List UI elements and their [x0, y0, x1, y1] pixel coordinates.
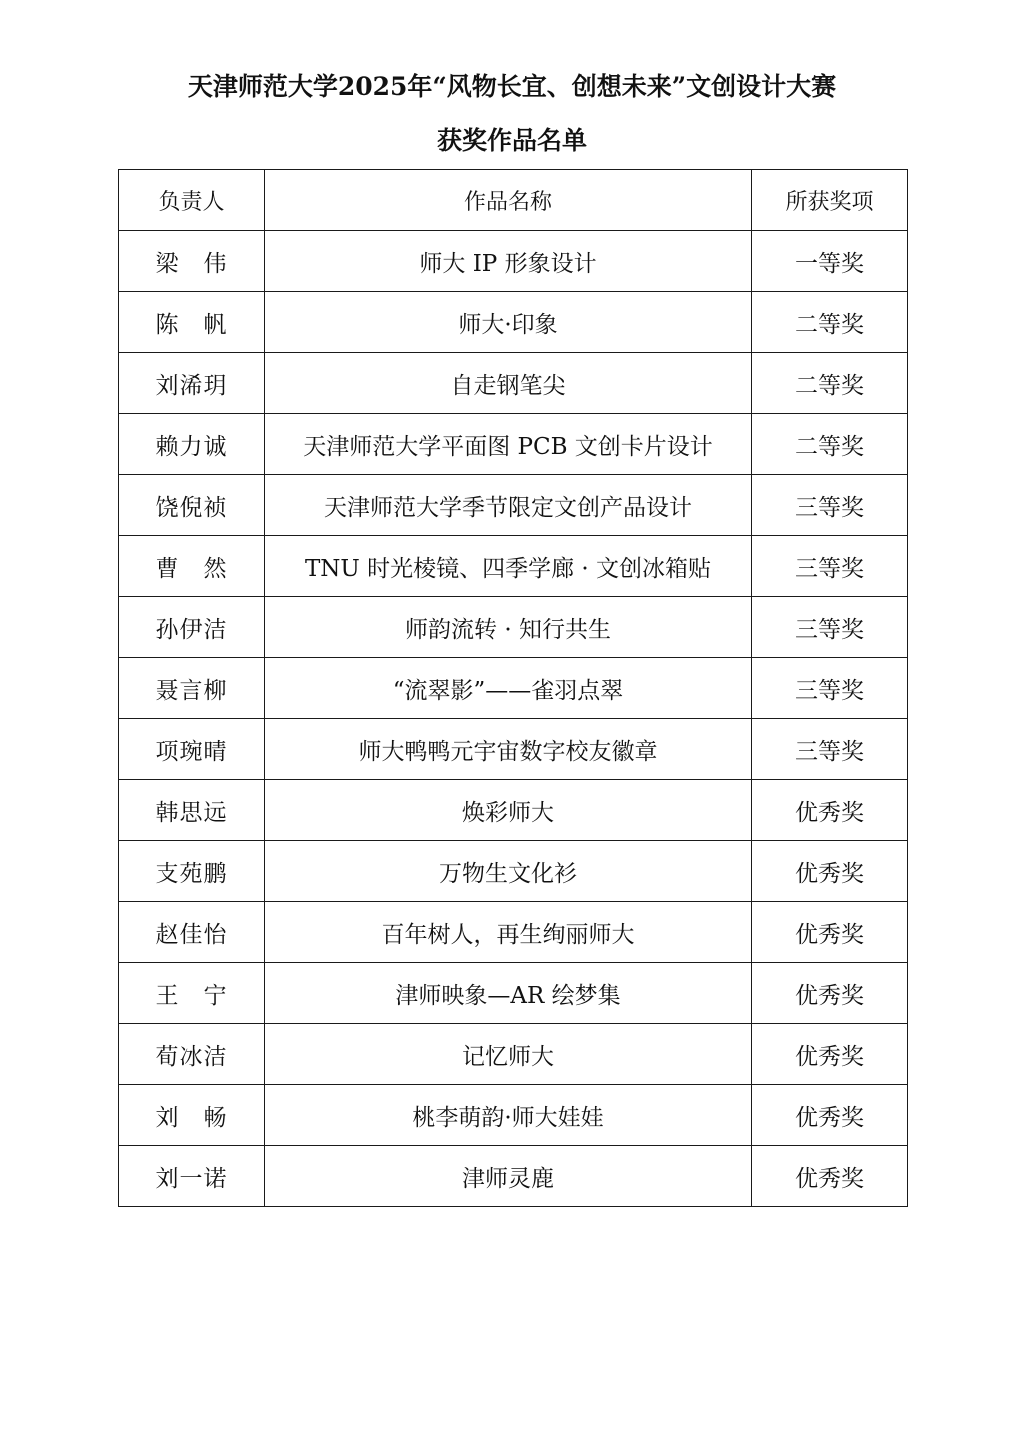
- leader-cell: 聂言柳: [119, 658, 265, 719]
- table-row: [119, 1024, 908, 1085]
- table-row: [119, 292, 908, 353]
- table-row: [119, 414, 908, 475]
- work-title-cell: “流翠影”——雀羽点翠: [265, 658, 752, 719]
- award-cell: 二等奖: [752, 353, 908, 414]
- work-title-cell: 津师灵鹿: [265, 1146, 752, 1207]
- work-title-cell: 师大鸭鸭元宇宙数字校友徽章: [265, 719, 752, 780]
- leader-cell: 饶倪祯: [119, 475, 265, 536]
- table-row: [119, 658, 908, 719]
- work-title-cell: TNU 时光棱镜、四季学廊 · 文创冰箱贴: [265, 536, 752, 597]
- table-header-row: [119, 170, 908, 231]
- leader-cell: 赖力诚: [119, 414, 265, 475]
- table-row: [119, 719, 908, 780]
- table-row: [119, 841, 908, 902]
- leader-cell: 荀冰洁: [119, 1024, 265, 1085]
- table-row: [119, 902, 908, 963]
- document-subtitle: 获奖作品名单: [436, 126, 587, 155]
- award-cell: 三等奖: [752, 719, 908, 780]
- work-title-cell: 桃李萌韵·师大娃娃: [265, 1085, 752, 1146]
- leader-cell: 陈 帆: [119, 292, 265, 353]
- table-row: [119, 1085, 908, 1146]
- work-title-cell: 津师映象—AR 绘梦集: [265, 963, 752, 1024]
- award-cell: 优秀奖: [752, 1024, 908, 1085]
- leader-cell: 刘浠玥: [119, 353, 265, 414]
- work-title-cell: 百年树人，再生绚丽师大: [265, 902, 752, 963]
- table-row: [119, 475, 908, 536]
- award-cell: 优秀奖: [752, 1085, 908, 1146]
- work-title-cell: 师韵流转 · 知行共生: [265, 597, 752, 658]
- award-cell: 三等奖: [752, 658, 908, 719]
- award-cell: 三等奖: [752, 597, 908, 658]
- work-title-cell: 天津师范大学季节限定文创产品设计: [265, 475, 752, 536]
- work-title-cell: 记忆师大: [265, 1024, 752, 1085]
- table-row: [119, 536, 908, 597]
- leader-cell: 梁 伟: [119, 231, 265, 292]
- table-row: [119, 597, 908, 658]
- award-cell: 一等奖: [752, 231, 908, 292]
- work-title-cell: 万物生文化衫: [265, 841, 752, 902]
- award-cell: 优秀奖: [752, 902, 908, 963]
- leader-cell: 韩思远: [119, 780, 265, 841]
- leader-cell: 孙伊洁: [119, 597, 265, 658]
- award-cell: 二等奖: [752, 414, 908, 475]
- table-row: [119, 231, 908, 292]
- award-cell: 二等奖: [752, 292, 908, 353]
- awards-table: [118, 169, 908, 1207]
- leader-cell: 刘一诺: [119, 1146, 265, 1207]
- header-work-title: 作品名称: [265, 170, 752, 231]
- table-row: [119, 780, 908, 841]
- leader-cell: 刘 畅: [119, 1085, 265, 1146]
- header-award: 所获奖项: [752, 170, 908, 231]
- work-title-cell: 师大·印象: [265, 292, 752, 353]
- header-leader: 负责人: [119, 170, 265, 231]
- document-title: 天津师范大学2025年“风物长宜、创想未来”文创设计大赛: [187, 72, 837, 101]
- work-title-cell: 师大 IP 形象设计: [265, 231, 752, 292]
- table-row: [119, 1146, 908, 1207]
- award-cell: 优秀奖: [752, 780, 908, 841]
- work-title-cell: 天津师范大学平面图 PCB 文创卡片设计: [265, 414, 752, 475]
- leader-cell: 项琬晴: [119, 719, 265, 780]
- leader-cell: 赵佳怡: [119, 902, 265, 963]
- award-cell: 优秀奖: [752, 841, 908, 902]
- work-title-cell: 自走钢笔尖: [265, 353, 752, 414]
- award-cell: 优秀奖: [752, 1146, 908, 1207]
- award-cell: 三等奖: [752, 536, 908, 597]
- award-cell: 优秀奖: [752, 963, 908, 1024]
- table-row: [119, 963, 908, 1024]
- award-cell: 三等奖: [752, 475, 908, 536]
- leader-cell: 王 宁: [119, 963, 265, 1024]
- leader-cell: 曹 然: [119, 536, 265, 597]
- work-title-cell: 焕彩师大: [265, 780, 752, 841]
- table-row: [119, 353, 908, 414]
- leader-cell: 支苑鹏: [119, 841, 265, 902]
